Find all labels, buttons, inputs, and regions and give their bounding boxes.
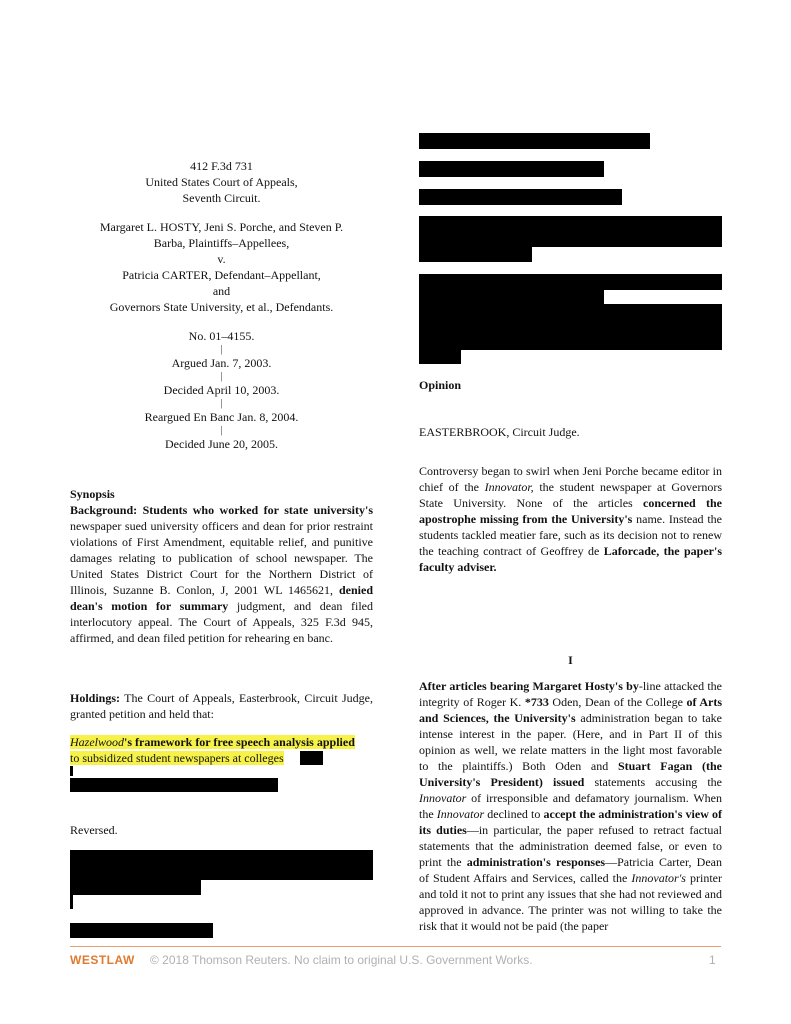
synopsis-heading: Synopsis [70,487,115,501]
versus: v. [217,252,226,266]
redaction-block [419,216,722,247]
redaction-block [419,290,604,304]
redaction-block [419,161,604,177]
judge-block [419,424,722,440]
opinion-paragraph-1: Controversy began to swirl when Jeni Porche became editor in chief of the Innovator, the student newspaper at Governors State University. None of the articles concerned the apostrophe missing from the University's name. Instead the students tackled meatier fare, such as its decision not to renew the teaching contract of Geoffrey de Laforcade, the paper's faculty adviser. [419,464,723,574]
reargued-date: Reargued En Banc Jan. 8, 2004. [144,410,299,424]
separator: | [220,398,223,409]
separator: | [220,344,223,355]
redaction-block [70,766,73,776]
parties-line-2: Barba, Plaintiffs–Appellees, [153,236,290,250]
redaction-block [419,247,532,262]
court-name: United States Court of Appeals, [145,175,298,189]
redaction-block [70,880,201,895]
page-number: 1 [709,953,716,967]
background-label: Background: [70,503,138,517]
footer-divider [70,946,721,947]
redaction-block [419,189,622,205]
page-footer [0,946,791,976]
decided-date: Decided April 10, 2003. [163,383,280,397]
redaction-block [419,274,722,290]
copyright-notice: © 2018 Thomson Reuters. No claim to original U.S. Government Works. [150,953,533,967]
redaction-block [419,304,722,350]
separator: | [220,425,223,436]
and-line: and [212,284,231,298]
redaction-block [70,923,213,938]
parties-line-1: Margaret L. HOSTY, Jeni S. Porche, and Steven P. [99,220,344,234]
opinion-heading: Opinion [419,378,462,392]
synopsis-background: Background: Students who worked for state university's newspaper sued university officers and dean for prior restraint violations of First Amendment, equitable relief, and punitive damages relating to publication of school newspaper. The United States District Court for the Northern District of Illinois, Suzanne B. Conlon, J, 2001 WL 1465621, denied dean's motion for summary judgment, and dean filed interlocutory appeal. The Court of Appeals, 325 F.3d 945, affirmed, and dean filed petition for rehearing en banc. [70,503,374,645]
westlaw-logo: WESTLAW [70,953,135,967]
synopsis-section [70,486,373,646]
redaction-block [70,895,73,909]
case-caption [70,158,373,452]
citation: 412 F.3d 731 [190,159,253,173]
holdings-intro: Holdings: The Court of Appeals, Easterbrook, Circuit Judge, granted petition and held that: [70,691,373,721]
docket-number: No. 01–4155. [188,329,255,343]
redaction-block [419,133,650,149]
redaction-block [300,751,323,765]
redaction-block [419,350,461,364]
redaction-block [70,778,278,792]
opinion-heading-block [419,377,722,393]
final-decided-date: Decided June 20, 2005. [165,437,278,451]
circuit-name: Seventh Circuit. [182,191,261,205]
defendant-line-1: Patricia CARTER, Defendant–Appellant, [122,268,321,282]
separator: | [220,371,223,382]
holdings-section [70,690,373,722]
holding-1: Hazelwood's framework for free speech analysis applied to subsidized student newspapers at colleges [70,735,355,765]
opinion-paragraph-2: After articles bearing Margaret Hosty's by-line attacked the integrity of Roger K. *733 Oden, Dean of the College of Arts and Sciences, the University's administration began to take intense interest in the paper. (Here, and in Part II of this opinion as well, we relate matters in the light most favorable to the plaintiffs.) Both Oden and Stuart Fagan (the University's President) issued statements accusing the Innovator of irresponsible and defamatory journalism. When the Innovator declined to accept the administration's view of its duties—in particular, the paper refused to retract factual statements that the administration deemed false, or even to print the administration's responses—Patricia Carter, Dean of Student Affairs and Services, called the Innovator's printer and told it not to print any issues that she had not reviewed and approved in advance. The printer was not willing to take the risk that it would not be paid (the paper [419,679,723,933]
disposition: Reversed. [70,823,118,837]
section-heading-1: I [568,653,573,667]
judge-name: EASTERBROOK, Circuit Judge. [419,425,580,439]
holdings-label: Holdings: [70,691,121,705]
argued-date: Argued Jan. 7, 2003. [171,356,272,370]
redaction-block [70,850,373,880]
defendant-line-2: Governors State University, et al., Defendants. [109,300,334,314]
